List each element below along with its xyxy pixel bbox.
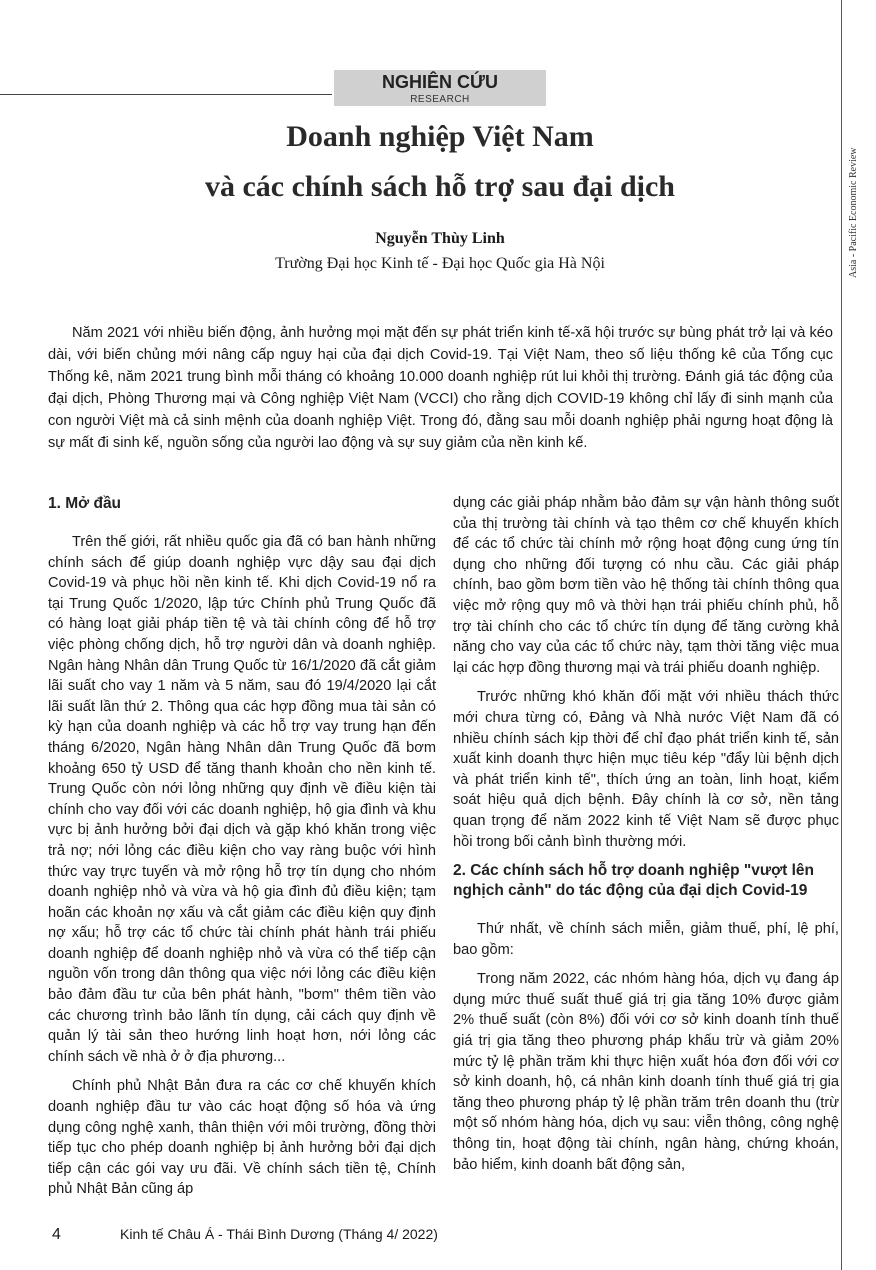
paragraph: dụng các giải pháp nhằm bảo đảm sự vận hành thông suốt của thị trường tài chính và tạo thêm cơ chế khuyến khích để các tổ chức tài chính mở rộng hoạt động cung ứng tín dụng cho những đối tượng có nhu cầu. Các giải pháp chính, bao gồm bơm tiền vào hệ thống tài chính thông qua việc mở rộng quy mô và thời hạn trái phiếu chính phủ, hỗ trợ tài chính cho các tổ chức tín dụng để tăng cường khả năng cho vay của các tổ chức này, tạm thời tăng việc mua lại các hợp đồng thương mại và trái phiếu doanh nghiệp. [453,495,839,676]
paragraph: Chính phủ Nhật Bản đưa ra các cơ chế khuyến khích doanh nghiệp đầu tư vào các hoạt động số hóa và ứng dụng công nghệ xanh, thân thiện với môi trường, đồng thời tiếp tục cho phép doanh nghiệp bị ảnh hưởng bởi đại dịch tiếp cận các gói vay ưu đãi. Về chính sách tiền tệ, Chính phủ Nhật Bản cũng áp [48,1078,436,1198]
paragraph: Trên thế giới, rất nhiều quốc gia đã có ban hành những chính sách để giúp doanh nghiệp vực dậy sau đại dịch Covid-19 và phục hồi nền kinh tế. Khi dịch Covid-19 nổ ra tại Trung Quốc 1/2020, lập tức Chính phủ Trung Quốc đã có hàng loạt giải pháp tiền tệ và tài chính công để hỗ trợ việc phòng chống dịch, hỗ trợ người dân và doanh nghiệp. Ngân hàng Nhân dân Trung Quốc từ 16/1/2020 đã cắt giảm lãi suất cho vay 1 năm và 5 năm, sau đó 19/4/2020 lại cắt lãi suất lần thứ 2. Thông qua các hợp đồng mua tài sản có kỳ hạn của doanh nghiệp và các hỗ trợ vay trung hạn đến tháng 6/2020, Ngân hàng Nhân dân Trung Quốc đã bơm khoảng 650 tỷ USD để tăng thanh khoản cho nền kinh tế. Trung Quốc còn nới lỏng những quy định về điều kiện tài chính cho vay đối với các doanh nghiệp, hộ gia đình và khu vực bị ảnh hưởng bởi đại dịch và gặp khó khăn trong việc trả nợ; nới lỏng các điều kiện cho vay ràng buộc với hình thức vay trực tuyến và mở rộng hỗ trợ tín dụng cho nhóm doanh nghiệp nhỏ và vừa và hộ gia đình đủ điều kiện; tạm hoãn các khoản nợ xấu và cắt giảm các điều kiện quy định nợ xấu; hỗ trợ các tổ chức tài chính phát hành trái phiếu doanh nghiệp để doanh nghiệp nhỏ và vừa có thể tiếp cận nguồn vốn trong dân thông qua việc nới lỏng các điều kiện bảo đảm đầu tư của bên phát hành, "bơm" thêm tiền vào các chương trình bảo lãnh tín dụng, cải cách quy định về quản lý tài sản theo hướng linh hoạt hơn, nới lỏng các chính sách về nhà ở ở địa phương... [48,534,436,1065]
section-heading-1: 1. Mở đầu [48,495,122,512]
paragraph: Trong năm 2022, các nhóm hàng hóa, dịch vụ đang áp dụng mức thuế suất thuế giá trị gia tăng 10% được giảm 2% thuế suất (còn 8%) đối với cơ sở kinh doanh tính thuế giá trị gia tăng theo phương pháp khấu trừ và giảm 20% mức tỷ lệ phần trăm khi thực hiện xuất hóa đơn đối với cơ sở kinh doanh, hộ, cá nhân kinh doanh tính thuế giá trị gia tăng theo phương pháp tỷ lệ phần trăm trên doanh thu (trừ một số nhóm hàng hóa, dịch vụ sau: viễn thông, công nghệ thông tin, hoạt động tài chính, ngân hàng, chứng khoán, bảo hiểm, kinh doanh bất động sản, [453,971,839,1173]
article-title-line-2: và các chính sách hỗ trợ sau đại dịch [204,170,675,203]
journal-footer: Kinh tế Châu Á - Thái Bình Dương (Tháng 4/ 2022) [120,1226,438,1242]
section-header [334,70,546,106]
section-heading-2: 2. Các chính sách hỗ trợ doanh nghiệp "vượt lên nghịch cảnh" do tác động của đại dịch Covid-19 [453,862,814,900]
paragraph: Thứ nhất, về chính sách miễn, giảm thuế, phí, lệ phí, bao gồm: [453,921,839,958]
header-rule [0,94,332,95]
paragraph: Trước những khó khăn đối mặt với nhiều thách thức mới chưa từng có, Đảng và Nhà nước Việt Nam đã có nhiều chính sách kịp thời để chỉ đạo phát triển kinh tế, sản xuất kinh doanh thực hiện mục tiêu kép "đẩy lùi bệnh dịch và phát triển kinh tế", thích ứng an toàn, linh hoạt, kiểm soát hiệu quả dịch bệnh. Đây chính là cơ sở, nền tảng quan trọng để năm 2022 kinh tế Việt Nam sẽ được phục hồi trong bối cảnh bình thường mới. [453,689,839,850]
right-column [453,493,839,1184]
section-subtitle: RESEARCH [410,94,470,105]
abstract: Năm 2021 với nhiều biến động, ảnh hưởng mọi mặt đến sự phát triển kinh tế-xã hội trước sự bùng phát trở lại và kéo dài, với biến chủng mới nâng cấp nguy hại của đại dịch Covid-19. Tại Việt Nam, theo số liệu thống kê của Tổng cục Thống kê, năm 2021 trung bình mỗi tháng có khoảng 10.000 doanh nghiệp rút lui khỏi thị trường. Đánh giá tác động của đại dịch, Phòng Thương mại và Công nghiệp Việt Nam (VCCI) cho rằng dịch COVID-19 không chỉ lấy đi sinh mạnh của con người Việt mà cả sinh mệnh của doanh nghiệp Việt. Trong đó, đằng sau mỗi doanh nghiệp phải ngưng hoạt động là sự mất đi sinh kế, nguồn sống của người lao động và sự suy giảm của nền kinh kế. [48,325,833,451]
section-title: NGHIÊN CỨU [382,72,498,92]
author-affiliation: Trường Đại học Kinh tế - Đại học Quốc gia Hà Nội [275,255,605,272]
article-title-line-1: Doanh nghiệp Việt Nam [286,120,594,153]
page-number: 4 [52,1226,61,1243]
side-rule [841,0,842,1270]
journal-side-label: Asia - Pacific Economic Review [848,147,859,278]
author-name: Nguyễn Thùy Linh [375,230,505,247]
left-column [48,490,436,1209]
